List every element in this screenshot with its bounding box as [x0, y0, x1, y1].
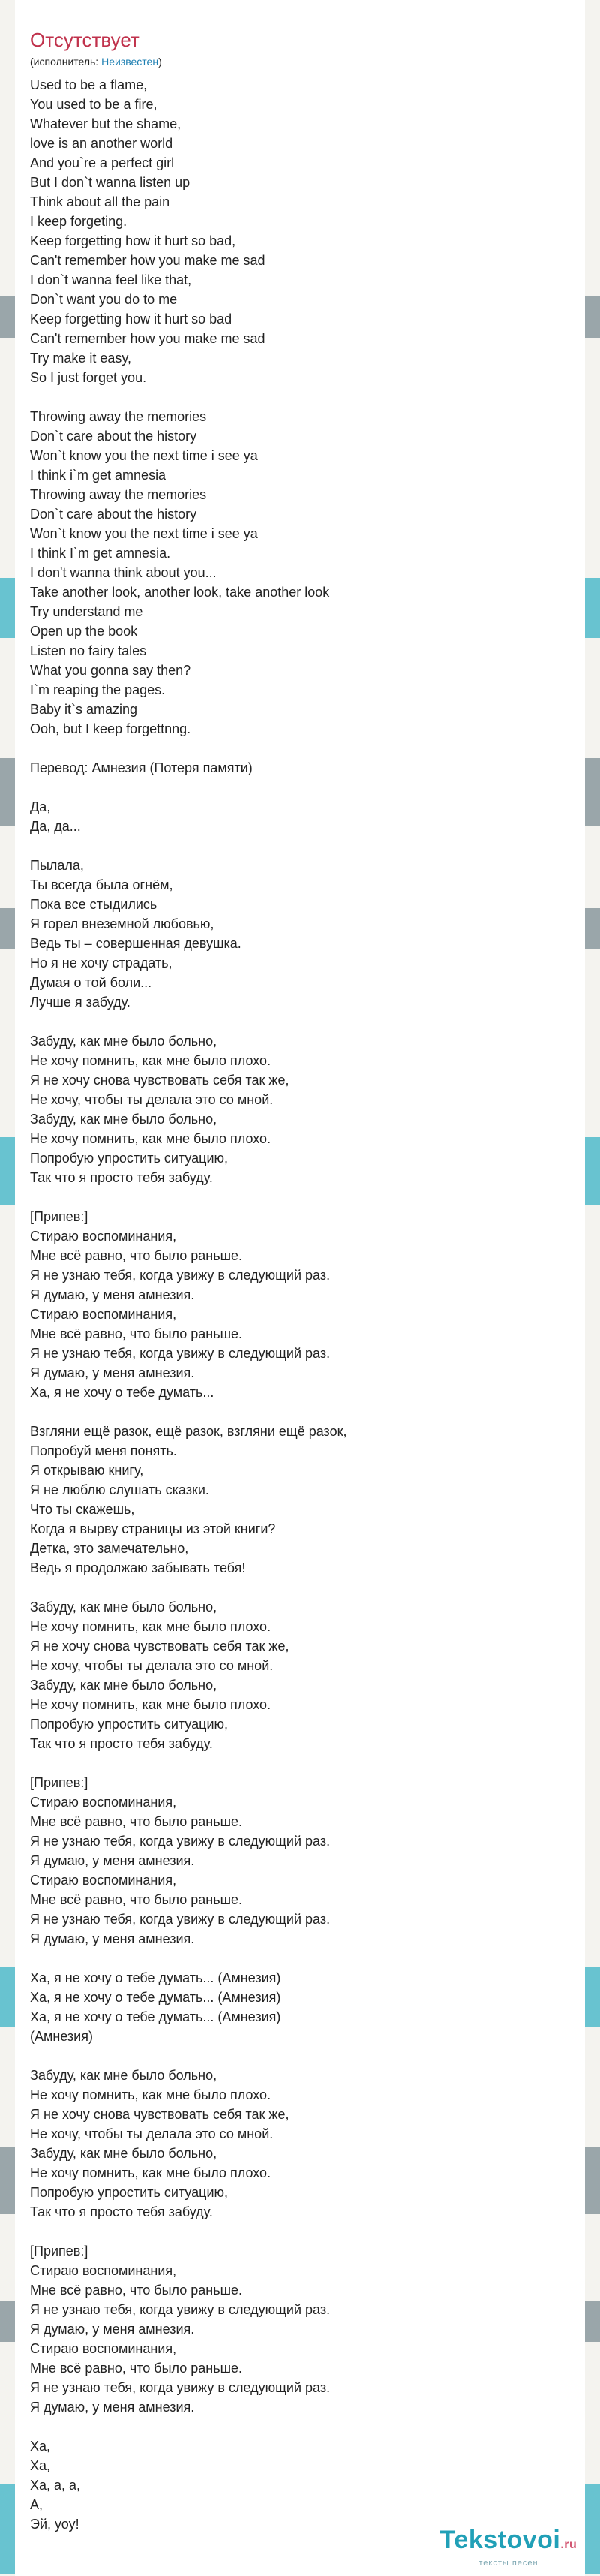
lyric-line: Когда я вырву страницы из этой книги?: [30, 1521, 276, 1536]
lyric-line: Да, да...: [30, 819, 81, 834]
lyric-line: Стираю воспоминания,: [30, 1307, 177, 1322]
lyric-line: Перевод: Амнезия (Потеря памяти): [30, 760, 253, 775]
lyric-line: Не хочу помнить, как мне было плохо.: [30, 1619, 272, 1634]
lyric-line: Listen no fairy tales: [30, 643, 147, 658]
lyric-line: Ха, я не хочу о тебе думать... (Амнезия): [30, 1990, 281, 2005]
lyric-line: Детка, это замечательно,: [30, 1541, 189, 1556]
lyric-line: Так что я просто тебя забуду.: [30, 1170, 213, 1185]
lyric-line: love is an another world: [30, 136, 173, 151]
lyric-line: I`m reaping the pages.: [30, 682, 166, 697]
lyric-line: Да,: [30, 799, 51, 814]
lyric-line: Keep forgetting how it hurt so bad,: [30, 233, 236, 248]
lyric-line: Так что я просто тебя забуду.: [30, 2204, 213, 2219]
lyric-line: Can't remember how you make me sad: [30, 331, 266, 346]
lyric-line: Ха,: [30, 2458, 51, 2473]
lyric-line: I think i`m get amnesia: [30, 468, 166, 483]
lyric-line: Пока все стыдились: [30, 897, 158, 912]
lyric-line: I think I`m get amnesia.: [30, 546, 171, 561]
lyric-line: Эй, уоу!: [30, 2517, 80, 2532]
logo-name: Tekstovoi: [440, 2526, 561, 2554]
lyric-line: Не хочу, чтобы ты делала это со мной.: [30, 1092, 274, 1107]
lyric-line: I don`t wanna feel like that,: [30, 272, 192, 287]
lyric-line: Я думаю, у меня амнезия.: [30, 2400, 195, 2415]
stanza-break: [30, 739, 570, 758]
lyric-line: Я не узнаю тебя, когда увижу в следующий раз.: [30, 2302, 331, 2317]
lyric-line: Мне всё равно, что было раньше.: [30, 1814, 243, 1829]
lyric-line: [Припев:]: [30, 1209, 88, 1224]
lyric-line: Стираю воспоминания,: [30, 1795, 177, 1810]
lyric-line: Take another look, another look, take another look: [30, 585, 330, 600]
lyric-line: Ха, я не хочу о тебе думать... (Амнезия): [30, 2009, 281, 2024]
song-title: Отсутствует: [30, 29, 140, 51]
lyric-line: Keep forgetting how it hurt so bad: [30, 311, 232, 327]
performer-suffix: ): [158, 56, 162, 68]
lyric-line: Мне всё равно, что было раньше.: [30, 2283, 243, 2298]
performer-line: [30, 56, 162, 68]
lyric-line: Я не узнаю тебя, когда увижу в следующий раз.: [30, 2380, 331, 2395]
lyric-line: Не хочу помнить, как мне было плохо.: [30, 2165, 272, 2180]
lyric-line: Пылала,: [30, 858, 84, 873]
lyric-line: Won`t know you the next time i see ya: [30, 448, 258, 463]
lyric-line: Don`t care about the history: [30, 429, 197, 444]
lyric-line: Can't remember how you make me sad: [30, 253, 266, 268]
lyric-line: Я думаю, у меня амнезия.: [30, 1365, 195, 1380]
lyric-line: Я не люблю слушать сказки.: [30, 1482, 209, 1497]
lyric-line: Я открываю книгу,: [30, 1463, 144, 1478]
stanza-break: [30, 2222, 570, 2241]
lyric-line: Throwing away the memories: [30, 487, 207, 502]
lyric-line: And you`re a perfect girl: [30, 155, 175, 170]
lyric-line: Я горел внеземной любовью,: [30, 916, 214, 931]
stanza-break: [30, 2046, 570, 2066]
logo-tld: .ru: [560, 2538, 578, 2551]
lyric-line: Я не узнаю тебя, когда увижу в следующий раз.: [30, 1834, 331, 1849]
lyric-line: I keep forgeting.: [30, 214, 128, 229]
lyric-line: Я не хочу снова чувствовать себя так же,: [30, 1073, 290, 1088]
lyric-line: Не хочу помнить, как мне было плохо.: [30, 2087, 272, 2102]
stanza-break: [30, 1753, 570, 1773]
lyric-line: Забуду, как мне было больно,: [30, 1599, 218, 1615]
lyric-line: Мне всё равно, что было раньше.: [30, 1326, 243, 1341]
lyric-line: Стираю воспоминания,: [30, 2263, 177, 2278]
performer-link[interactable]: Неизвестен: [101, 56, 159, 68]
stanza-break: [30, 1402, 570, 1422]
lyric-line: I don't wanna think about you...: [30, 565, 217, 580]
lyric-line: Я не узнаю тебя, когда увижу в следующий раз.: [30, 1912, 331, 1927]
lyric-line: Open up the book: [30, 624, 138, 639]
lyric-line: Стираю воспоминания,: [30, 2341, 177, 2356]
lyric-line: Don`t care about the history: [30, 507, 197, 522]
lyrics-text: [30, 75, 570, 2534]
lyric-line: Стираю воспоминания,: [30, 1229, 177, 1244]
lyric-line: Попробую упростить ситуацию,: [30, 1151, 228, 1166]
lyric-line: Don`t want you do to me: [30, 292, 178, 307]
lyric-line: Try make it easy,: [30, 351, 132, 366]
lyric-line: Забуду, как мне было больно,: [30, 2146, 218, 2161]
lyric-line: Ха, а, а,: [30, 2478, 81, 2493]
lyric-line: Забуду, как мне было больно,: [30, 2068, 218, 2083]
lyric-line: Won`t know you the next time i see ya: [30, 526, 258, 541]
lyric-line: Думая о той боли...: [30, 975, 152, 990]
lyric-line: Забуду, как мне было больно,: [30, 1034, 218, 1049]
logo-wordmark: [418, 2525, 598, 2560]
lyric-line: Что ты скажешь,: [30, 1502, 135, 1517]
lyric-line: So I just forget you.: [30, 370, 147, 385]
lyric-line: Ха,: [30, 2439, 51, 2454]
lyric-line: Ха, я не хочу о тебе думать... (Амнезия): [30, 1970, 281, 1985]
lyric-line: Не хочу помнить, как мне было плохо.: [30, 1697, 272, 1712]
stanza-break: [30, 1012, 570, 1031]
lyric-line: Взгляни ещё разок, ещё разок, взгляни ещё разок,: [30, 1424, 347, 1439]
lyric-line: Забуду, как мне было больно,: [30, 1678, 218, 1693]
stanza-break: [30, 778, 570, 797]
lyric-line: Baby it`s amazing: [30, 702, 138, 717]
performer-prefix: (исполнитель:: [30, 56, 102, 68]
lyric-line: Try understand me: [30, 604, 143, 619]
lyric-line: Мне всё равно, что было раньше.: [30, 2361, 243, 2376]
site-logo[interactable]: [418, 2525, 598, 2568]
lyric-line: Не хочу помнить, как мне было плохо.: [30, 1131, 272, 1146]
lyric-line: Так что я просто тебя забуду.: [30, 1736, 213, 1751]
lyric-line: [Припев:]: [30, 2243, 88, 2259]
lyric-line: Я не хочу снова чувствовать себя так же,: [30, 2107, 290, 2122]
lyric-line: Не хочу, чтобы ты делала это со мной.: [30, 2126, 274, 2141]
lyric-line: Whatever but the shame,: [30, 116, 182, 131]
stanza-break: [30, 1949, 570, 1968]
lyric-line: Но я не хочу страдать,: [30, 955, 172, 971]
lyric-line: [Припев:]: [30, 1775, 88, 1790]
lyric-line: А,: [30, 2497, 44, 2512]
lyric-line: You used to be a fire,: [30, 97, 158, 112]
lyric-line: Used to be a flame,: [30, 77, 148, 92]
lyric-line: Я думаю, у меня амнезия.: [30, 1287, 195, 1302]
lyric-line: Стираю воспоминания,: [30, 1873, 177, 1888]
lyric-line: Ты всегда была огнём,: [30, 877, 173, 892]
stanza-break: [30, 1578, 570, 1597]
lyric-line: Ха, я не хочу о тебе думать...: [30, 1385, 214, 1400]
lyric-line: Я думаю, у меня амнезия.: [30, 1931, 195, 1946]
lyric-line: Я думаю, у меня амнезия.: [30, 2322, 195, 2337]
lyric-line: Забуду, как мне было больно,: [30, 1112, 218, 1127]
stanza-break: [30, 1187, 570, 1207]
lyric-line: Лучше я забуду.: [30, 995, 130, 1010]
lyric-line: But I don`t wanna listen up: [30, 175, 190, 190]
stanza-break: [30, 387, 570, 407]
lyric-line: Я думаю, у меня амнезия.: [30, 1853, 195, 1868]
stanza-break: [30, 2417, 570, 2436]
lyric-line: Не хочу помнить, как мне было плохо.: [30, 1053, 272, 1068]
lyric-line: Think about all the pain: [30, 194, 170, 209]
lyric-line: Ведь я продолжаю забывать тебя!: [30, 1560, 246, 1575]
lyric-line: (Амнезия): [30, 2029, 93, 2044]
logo-tagline: тексты песен: [478, 2559, 538, 2568]
lyric-line: Попробую упростить ситуацию,: [30, 2185, 228, 2200]
lyric-line: What you gonna say then?: [30, 663, 191, 678]
lyrics-card: [15, 0, 585, 2576]
lyric-line: Попробуй меня понять.: [30, 1443, 177, 1458]
lyric-line: Ведь ты – совершенная девушка.: [30, 936, 242, 951]
lyric-line: Мне всё равно, что было раньше.: [30, 1248, 243, 1263]
lyric-line: Мне всё равно, что было раньше.: [30, 1892, 243, 1907]
lyric-line: Попробую упростить ситуацию,: [30, 1717, 228, 1732]
lyric-line: Я не узнаю тебя, когда увижу в следующий раз.: [30, 1346, 331, 1361]
lyric-line: Throwing away the memories: [30, 409, 207, 424]
lyric-line: Я не хочу снова чувствовать себя так же,: [30, 1639, 290, 1654]
lyric-line: Не хочу, чтобы ты делала это со мной.: [30, 1658, 274, 1673]
stanza-break: [30, 836, 570, 856]
lyric-line: Ooh, but I keep forgettnng.: [30, 721, 191, 736]
lyric-line: Я не узнаю тебя, когда увижу в следующий раз.: [30, 1268, 331, 1283]
